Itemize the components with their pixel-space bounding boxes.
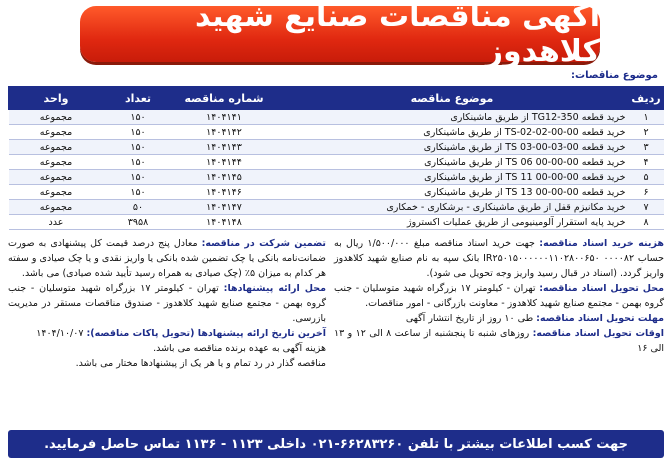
contact-footer: جهت کسب اطلاعات بیشتر با تلفن ۶۶۲۸۳۲۶۰-۰۲۱ داخلی ۱۱۲۳ - ۱۱۳۶ تماس حاصل فرمایید. xyxy=(8,430,664,458)
row-count: ۱۵۰ xyxy=(104,125,173,140)
row-number: ۲ xyxy=(629,125,664,140)
header-unit: واحد xyxy=(9,87,104,110)
row-subject: خرید مکانیزم قفل از طریق ماشینکاری - برشکاری - خمکاری xyxy=(276,200,629,215)
row-subject: خرید قطعه TS 06 00-00-00 از طریق ماشینکاری xyxy=(276,155,629,170)
row-unit: مجموعه xyxy=(9,155,104,170)
tenders-table xyxy=(8,86,664,230)
details-right-column xyxy=(334,236,664,356)
row-subject: خرید قطعه TS-02-02-00-00 از طریق ماشینکاری xyxy=(276,125,629,140)
row-unit: مجموعه xyxy=(9,140,104,155)
header-subject: موضوع مناقصه xyxy=(276,87,629,110)
submission-place-label: محل ارائه پیشنهادها: xyxy=(223,283,326,294)
row-number: ۱ xyxy=(629,110,664,125)
row-tender-number: ۱۴۰۴۱۴۲ xyxy=(173,125,276,140)
row-tender-number: ۱۴۰۴۱۴۶ xyxy=(173,185,276,200)
delivery-hours-paragraph xyxy=(334,326,664,356)
row-tender-number: ۱۴۰۴۱۴۷ xyxy=(173,200,276,215)
guarantee-text: معادل پنج درصد قیمت کل پیشنهادی به صورت ضمانت‌نامه بانکی یا چک تضمین شده بانکی یا واریز نقدی و یا چک صیادی و سفته هر کدام به میزان ۵٪ (چک صیادی به همراه رسید تأیید شده صیادی) می باشد. xyxy=(8,238,326,279)
purchase-cost-paragraph xyxy=(334,236,664,281)
row-count: ۳۹۵۸ xyxy=(104,215,173,230)
row-number: ۷ xyxy=(629,200,664,215)
table-row xyxy=(9,170,664,185)
submission-place-paragraph xyxy=(8,281,326,326)
row-tender-number: ۱۴۰۴۱۴۱ xyxy=(173,110,276,125)
row-count: ۱۵۰ xyxy=(104,110,173,125)
row-subject: خرید قطعه TG12-350 از طریق ماشینکاری xyxy=(276,110,629,125)
row-tender-number: ۱۴۰۴۱۴۴ xyxy=(173,155,276,170)
row-count: ۱۵۰ xyxy=(104,170,173,185)
header-count: تعداد xyxy=(104,87,173,110)
subject-label: موضوع مناقصات: xyxy=(571,70,658,81)
table-row xyxy=(9,140,664,155)
delivery-deadline-label: مهلت تحویل اسناد مناقصه: xyxy=(536,313,664,324)
table-row xyxy=(9,125,664,140)
row-tender-number: ۱۴۰۴۱۴۸ xyxy=(173,215,276,230)
purchase-cost-text: جهت خرید اسناد مناقصه مبلغ ۱/۵۰۰/۰۰۰ ریال به حساب ۰۰۰۰۸۲ IR۲۵۰۱۵۰۰۰۰۰۰۱۱۰۲۸۰۰۶۵۰ بانک سپه به نام صنایع شهید کلاهدوز واریز گردد. (اسناد در قبال رسید واریز وجه تحویل می شود). xyxy=(334,238,664,279)
row-tender-number: ۱۴۰۴۱۴۳ xyxy=(173,140,276,155)
title-banner xyxy=(80,0,600,69)
page-title: آگهی مناقصات صنایع شهید کلاهدوز xyxy=(194,0,600,69)
delivery-place-paragraph xyxy=(334,281,664,311)
row-number: ۶ xyxy=(629,185,664,200)
row-subject: خرید قطعه TS 13 00-00-00 از طریق ماشینکاری xyxy=(276,185,629,200)
row-unit: مجموعه xyxy=(9,200,104,215)
row-unit: مجموعه xyxy=(9,170,104,185)
table-row xyxy=(9,185,664,200)
row-count: ۱۵۰ xyxy=(104,140,173,155)
table-row xyxy=(9,155,664,170)
row-number: ۸ xyxy=(629,215,664,230)
submission-deadline-date: ۱۴۰۴/۱۰/۰۷ xyxy=(36,328,84,339)
delivery-hours-text: روزهای شنبه تا پنجشنبه از ساعت ۸ الی ۱۲ و ۱۳ الی ۱۶ xyxy=(334,328,664,354)
table-row xyxy=(9,200,664,215)
row-unit: مجموعه xyxy=(9,185,104,200)
row-tender-number: ۱۴۰۴۱۴۵ xyxy=(173,170,276,185)
delivery-hours-label: اوقات تحویل اسناد مناقصه: xyxy=(532,328,664,339)
header-row-number: ردیف xyxy=(629,87,664,110)
submission-deadline-label: آخرین تاریخ ارائه پیشنهادها (تحویل پاکات مناقصه): xyxy=(86,328,326,339)
guarantee-label: تضمین شرکت در مناقصه: xyxy=(201,238,326,249)
table-header-row xyxy=(9,87,664,110)
ad-cost-note: هزینه آگهی به عهده برنده مناقصه می باشد. xyxy=(153,343,326,354)
header-number: شماره مناقصه xyxy=(173,87,276,110)
row-subject: خرید پایه استقرار آلومینیومی از طریق عملیات اکستروژ xyxy=(276,215,629,230)
table-row xyxy=(9,110,664,125)
row-number: ۳ xyxy=(629,140,664,155)
purchase-cost-label: هزینه خرید اسناد مناقصه: xyxy=(539,238,664,249)
delivery-place-label: محل تحویل اسناد مناقصه: xyxy=(539,283,664,294)
row-count: ۵۰ xyxy=(104,200,173,215)
rejection-note: مناقصه گذار در رد تمام و یا هر یک از پیشنهادها مختار می باشد. xyxy=(75,358,326,369)
row-subject: خرید قطعه TS 11 00-00-00 از طریق ماشینکاری xyxy=(276,170,629,185)
details-left-column xyxy=(8,236,326,371)
row-subject: خرید قطعه TS 03-00-03-00 از طریق ماشینکاری xyxy=(276,140,629,155)
details-section xyxy=(8,236,664,424)
row-count: ۱۵۰ xyxy=(104,185,173,200)
row-number: ۴ xyxy=(629,155,664,170)
row-count: ۱۵۰ xyxy=(104,155,173,170)
row-unit: عدد xyxy=(9,215,104,230)
table-row xyxy=(9,215,664,230)
submission-place-text: تهران - کیلومتر ۱۷ بزرگراه شهید متوسلیان - جنب گروه بهمن - مجتمع صنایع شهید کلاهدوز - صندوق مناقصات مستقر در مدیریت بازرسی. xyxy=(8,283,326,324)
row-unit: مجموعه xyxy=(9,125,104,140)
delivery-deadline-paragraph xyxy=(334,311,664,326)
delivery-place-text: تهران - کیلومتر ۱۷ بزرگراه شهید متوسلیان - جنب گروه بهمن - مجتمع صنایع شهید کلاهدوز - معاونت بازرگانی - امور مناقصات. xyxy=(334,283,664,309)
submission-deadline-paragraph xyxy=(8,326,326,341)
row-unit: مجموعه xyxy=(9,110,104,125)
guarantee-paragraph xyxy=(8,236,326,281)
delivery-deadline-text: طی ۱۰ روز از تاریخ انتشار آگهی xyxy=(405,313,534,324)
row-number: ۵ xyxy=(629,170,664,185)
